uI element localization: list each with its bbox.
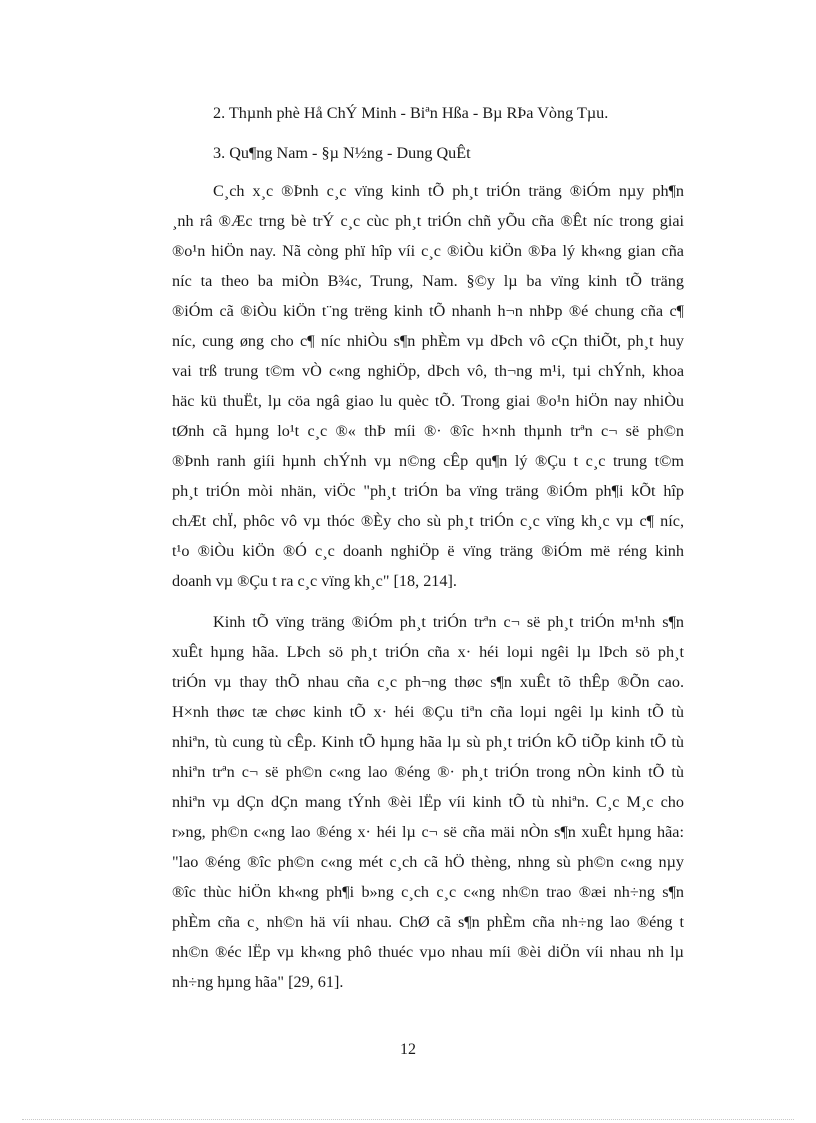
paragraph-line: chÆt chÏ, phôc vô vµ thóc ®Èy cho sù ph¸t triÓn c¸c vïng kh¸c vµ c¶ níc, [172,512,684,530]
list-item: 3. Qu¶ng Nam - §µ N½ng - Dung QuÊt [213,144,471,162]
paragraph-line: ®îc thùc hiÖn kh«ng ph¶i b»ng c¸ch c¸c c«ng nh©n trao ®æi nh÷ng s¶n [172,883,684,901]
list-item: 2. Thµnh phè Hå ChÝ Minh - Biªn Hßa - Bµ RÞa Vòng Tµu. [213,104,609,122]
paragraph-line: Kinh tÕ vïng träng ®iÓm ph¸t triÓn trªn c¬ së ph¸t triÓn m¹nh s¶n [213,613,684,631]
paragraph-line: nh©n ®éc lËp vµ kh«ng phô thuéc vµo nhau míi ®èi diÖn víi nhau nh lµ [172,943,684,961]
paragraph-line: doanh vµ ®Çu t ra c¸c vïng kh¸c" [18, 214]. [172,572,457,590]
paragraph-line: häc kü thuËt, lµ cöa ngâ giao lu quèc tÕ. Trong giai ®o¹n hiÖn nay nhiÒu [172,392,684,410]
paragraph-line: vai trß trung t©m vÒ c«ng nghiÖp, dÞch vô, th¬ng m¹i, tµi chÝnh, khoa [172,362,684,380]
paragraph-line: níc ta theo ba miÒn B¾c, Trung, Nam. §©y lµ ba vïng kinh tÕ träng [172,272,684,290]
paragraph-line: nhiªn, tù cung tù cÊp. Kinh tÕ hµng hãa lµ sù ph¸t triÓn kÕ tiÕp kinh tÕ tù [172,733,684,751]
paragraph-line: ®Þnh ranh giíi hµnh chÝnh vµ n©ng cÊp qu¶n lý ®Çu t c¸c trung t©m [172,452,684,470]
paragraph-line: triÓn vµ thay thÕ nhau cña c¸c ph¬ng thøc s¶n xuÊt tõ thÊp ®Õn cao. [172,673,684,691]
page-number: 12 [400,1041,416,1058]
paragraph-line: nh÷ng hµng hãa" [29, 61]. [172,973,344,991]
paragraph-line: nhiªn trªn c¬ së ph©n c«ng lao ®éng ®· ph¸t triÓn trong nÒn kinh tÕ tù [172,763,684,781]
paragraph-line: ¸nh râ ®Æc trng bè trÝ c¸c cùc ph¸t triÓn chñ yÕu cña ®Êt níc trong giai [172,212,684,230]
paragraph-line: níc, cung øng cho c¶ níc nhiÒu s¶n phÈm vµ dÞch vô cÇn thiÕt, ph¸t huy [172,332,684,350]
paragraph-line: "lao ®éng ®îc ph©n c«ng mét c¸ch cã hÖ thèng, nhng sù ph©n c«ng nµy [172,853,684,871]
paragraph-line: r»ng, ph©n c«ng lao ®éng x· héi lµ c¬ së cña mäi nÒn s¶n xuÊt hµng hãa: [172,823,684,841]
page-bottom-divider [22,1119,794,1120]
paragraph-line: tØnh cã hµng lo¹t c¸c ®« thÞ míi ®· ®îc h×nh thµnh trªn c¬ së ph©n [172,422,684,440]
paragraph-line: H×nh thøc tæ chøc kinh tÕ x· héi ®Çu tiªn cña loµi ngêi lµ kinh tÕ tù [172,703,684,721]
paragraph-line: ®iÓm cã ®iÒu kiÖn t¨ng trëng kinh tÕ nhanh h¬n nhÞp ®é chung cña c¶ [172,302,684,320]
paragraph-line: phÈm cña c¸ nh©n hä víi nhau. ChØ cã s¶n phÈm cña nh÷ng lao ®éng t [172,913,684,931]
paragraph-line: C¸ch x¸c ®Þnh c¸c vïng kinh tÕ ph¸t triÓn träng ®iÓm nµy ph¶n [213,182,684,200]
paragraph-line: ®o¹n hiÖn nay. Nã còng phï hîp víi c¸c ®iÒu kiÖn ®Þa lý kh«ng gian cña [172,242,684,260]
paragraph-line: nhiªn vµ dÇn dÇn mang tÝnh ®èi lËp víi kinh tÕ tù nhiªn. C¸c M¸c cho [172,793,684,811]
paragraph-line: xuÊt hµng hãa. LÞch sö ph¸t triÓn cña x· héi loµi ngêi lµ lÞch sö ph¸t [172,643,684,661]
paragraph-line: t¹o ®iÒu kiÖn ®Ó c¸c doanh nghiÖp ë vïng träng ®iÓm më réng kinh [172,542,684,560]
paragraph-line: ph¸t triÓn mòi nhän, viÖc "ph¸t triÓn ba vïng träng ®iÓm ph¶i kÕt hîp [172,482,684,500]
